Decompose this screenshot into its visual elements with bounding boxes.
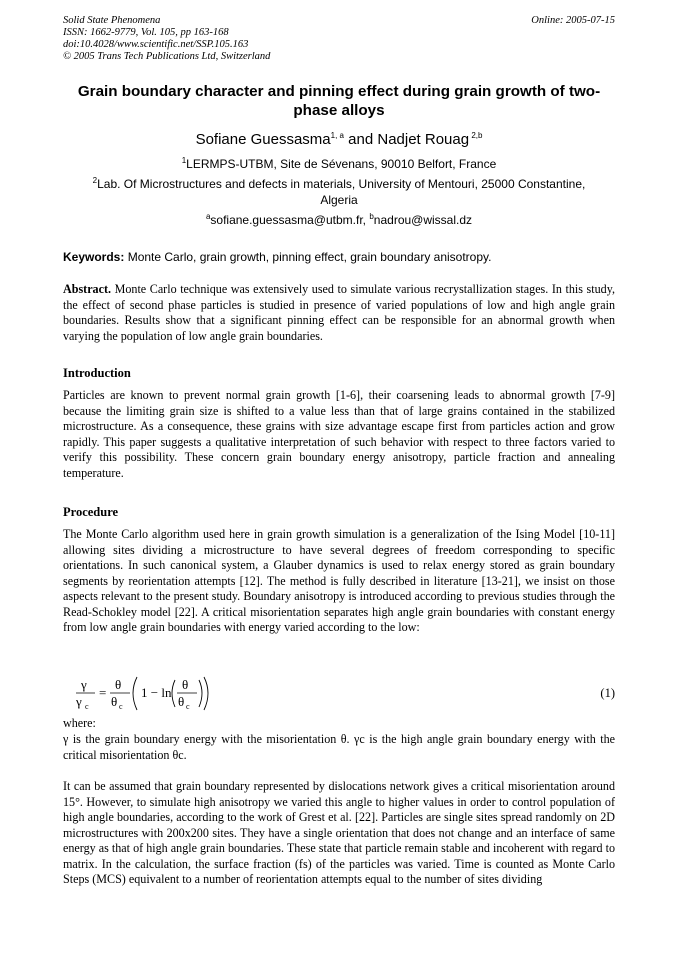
affiliation-1 [63,156,615,172]
eq-one-minus-ln: 1 − ln [141,685,172,700]
keywords-text: Monte Carlo, grain growth, pinning effect, grain boundary anisotropy. [124,250,492,264]
eq-gamma: γ [81,677,87,692]
where-label: where: [63,716,96,730]
eq-paren-inner-left [172,680,175,707]
copyright: © 2005 Trans Tech Publications Ltd, Switzerland [63,51,271,62]
equation-svg [73,674,213,714]
procedure-para-2: It can be assumed that grain boundary represented by dislocations network gives a critical misorientation around 15°. However, to simulate high anisotropy we varied this angle to higher values in order to control population of high angle boundaries, according to the work of Grest et al. [22]. Particles are single sites spread randomly on 2D microstructures with 200x200 sites. They have a single orientation that does not change and an interface of same energy as that of high angle grain boundaries. These state that particle remain stable and incoherent with regard to matrix. In the calculation, the surface fraction (fs) of the particles was varied. Time is counted as Monte Carlo Steps (MCS) equivalent to a number of reorientation attempts equal to the number of sites dividing [63,779,615,886]
aff1-sup: 1 [181,156,187,165]
abstract-text: Monte Carlo technique was extensively used to simulate various recrystallization stages. In this study, the effect of second phase particles is studied in presence of varied populations of low and high angle grain boundaries. Results show that a significant pinning effect can be responsible for an abnormal growth when varying the population of low angle grain boundaries. [63,282,615,343]
journal-name: Solid State Phenomena [63,15,161,26]
email-b-sup: b [369,212,374,221]
email-b: nadrou@wissal.dz [373,213,473,227]
email-a-sup: a [205,212,211,221]
affiliation-2 [63,176,615,208]
email-a: sofiane.guessasma@utbm.fr, [210,213,370,227]
eq-sub-c-1: c [85,702,89,711]
eq-theta-c-2: θ [178,694,185,709]
eq-paren-left [133,677,137,710]
aff1-text: LERMPS-UTBM, Site de Sévenans, 90010 Belfort, France [186,157,497,171]
introduction-text: Particles are known to prevent normal grain growth [1-6], their coarsening leads to abnormal growth [7-9] because the limiting grain size is shifted to a value less than that of large grains contained in the stabilized microstructure. As a consequence, these grains with size advantage escape first from particles action and grow rapidly. This paper suggests a qualitative interpretation of such behavior with respect to three factors varied to verify this possibility. These concern grain boundary energy anisotropy, particle fraction and annealing temperature. [63,388,615,480]
author-1-sup: 1, a [330,131,344,140]
equation-1 [73,674,615,714]
keywords-label: Keywords: [63,250,125,264]
eq-gamma-c: γ [76,694,82,709]
eq-sub-c-3: c [186,702,190,711]
doi: doi:10.4028/www.scientific.net/SSP.105.163 [63,39,249,50]
abstract [63,282,615,344]
eq-equals: = [99,685,107,700]
online-date: Online: 2005-07-15 [531,15,615,26]
aff2-text: Lab. Of Microstructures and defects in materials, University of Mentouri, 25000 Constantine, Algeria [97,177,586,207]
procedure-text: The Monte Carlo algorithm used here in grain growth simulation is a generalization of the Ising Model [10-11] allowing sites dividing a microstructure to have several degrees of freedom corresponding to specific orientations. In such canonical system, a Glauber dynamics is used to relax energy stored as grain boundary segments by reorientation attempts [12]. The method is fully described in literature [13-21], we insist on those aspects relevant to the present study. Boundary anisotropy is introduced according to previous studies through the Read-Schokley model [22]. A critical misorientation separates high angle grain boundaries with constant energy from low angle grain boundaries with energy varied according to the low: [63,527,615,634]
eq-theta-2: θ [182,677,189,692]
equation-number: (1) [600,686,615,700]
abstract-label: Abstract. [63,282,112,296]
aff2-sup: 2 [92,176,98,185]
eq-theta-c: θ [111,694,118,709]
eq-paren-right [204,677,208,710]
paper-title: Grain boundary character and pinning effect during grain growth of two-phase alloys [77,83,601,119]
eq-sub-c-2: c [119,702,123,711]
authors [63,131,615,149]
journal-header [63,15,270,63]
keywords [63,250,615,265]
eq-paren-inner-right [199,680,202,707]
introduction-heading: Introduction [63,366,131,380]
issn: ISSN: 1662-9779, Vol. 105, pp 163-168 [63,27,229,38]
author-and: and [343,131,378,148]
emails [63,212,615,228]
author-1: Sofiane Guessasma [195,131,331,148]
author-2: Nadjet Rouag [377,131,470,148]
procedure-heading: Procedure [63,505,119,519]
eq-theta: θ [115,677,122,692]
author-2-sup: 2,b [469,131,483,140]
where-text: γ is the grain boundary energy with the misorientation θ. γc is the high angle grain boundary energy with the critical misorientation θc. [63,732,615,762]
